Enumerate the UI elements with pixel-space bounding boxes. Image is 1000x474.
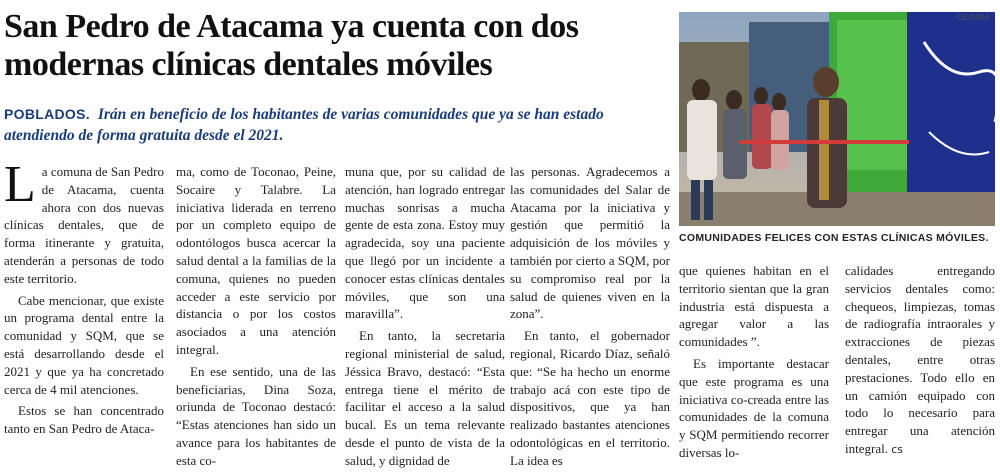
- column-1-paragraph-1: a comuna de San Pedro de Atacama, cuenta ahora con dos nuevas clínicas dentales, que de forma itinerante y gratuita, atenderán a personas de todo este territorio.: [4, 164, 164, 286]
- article-photo: [679, 12, 995, 226]
- column-2-paragraph-2: En ese sentido, una de las beneficiarias, Dina Soza, oriunda de Toconao destacó: “Estas atenciones han sido un avance para los habitantes de esta co-: [176, 363, 336, 468]
- headline-line-2: modernas clínicas dentales móviles: [4, 46, 493, 83]
- column-1-paragraph-2: Cabe mencionar, que existe un programa dental entre la comunidad y SQM, que se está desarrollando desde el 2021 y que ya ha concretado cerca de 4 mil atenciones.: [4, 292, 164, 397]
- text-column-2: [176, 163, 336, 474]
- column-2-paragraph-1: ma, como de Toconao, Peine, Socaire y Talabre. La iniciativa liderada en terreno por un completo equipo de odontólogos busca acercar la salud dental a la familias de la comuna, quienes no pueden acceder a este servicio por distancia o por los costos asociados a una atención integral.: [176, 164, 336, 357]
- lead-kicker: POBLADOS.: [4, 106, 90, 122]
- photo-credit: CEDIDA: [956, 13, 990, 22]
- column-1-paragraph-3: Estos se han concentrado tanto en San Pedro de Ataca-: [4, 403, 164, 437]
- column-6-paragraph-1: calidades entregando servicios dentales como: chequeos, limpiezas, tomas de radiografía intraorales y extracciones de piezas dentales, entre otras prestaciones. Todo ello en un camión equipado con todo lo necesario para entregar una atención integral.: [845, 263, 995, 456]
- text-column-4: [510, 163, 670, 474]
- headline: [4, 8, 669, 84]
- column-4-paragraph-1: las personas. Agradecemos a las comunidades del Salar de Atacama por la iniciativa y gestión que permitió la adquisición de los móviles y también por cierto a SQM, por su compromiso real por la salud de quienes viven en la zona”.: [510, 164, 670, 322]
- drop-cap: L: [4, 156, 36, 213]
- column-3-paragraph-2: En tanto, la secretaria regional ministerial de salud, Jéssica Bravo, destacó: “Esta entrega tiene el mérito de facilitar el acceso a la salud bucal. Es un tema relevante desde el punto de vista de la salud, y dignidad de: [345, 328, 505, 468]
- headline-line-1: San Pedro de Atacama ya cuenta con dos: [4, 8, 579, 45]
- end-mark: cs: [891, 442, 903, 456]
- column-5-paragraph-2: Es importante destacar que este programa es una iniciativa co-creada entre las comunidades de la comuna y SQM permitiendo recorrer diversas lo-: [679, 355, 829, 460]
- text-column-5: [679, 262, 829, 466]
- column-5-paragraph-1: que quienes habitan en el territorio sientan que la gran industria está dispuesta a agregar valor a las comunidades ”.: [679, 263, 829, 350]
- text-column-1: [4, 156, 164, 442]
- lead-paragraph: [4, 104, 669, 146]
- photo-illustration: [679, 12, 995, 226]
- column-3-paragraph-1: muna que, por su calidad de atención, han logrado entregar muchas sonrisas a mucha gente de esta zona. Estoy muy agradecida, soy una paciente que llegó por un incidente a conocer estas clínicas dentales móviles, que son una maravilla”.: [345, 164, 505, 322]
- photo-caption: COMUNIDADES FELICES CON ESTAS CLÍNICAS MÓVILES.: [679, 232, 989, 244]
- lead-text: Irán en beneficio de los habitantes de varias comunidades que ya se han estado atendiendo de forma gratuita desde el 2021.: [4, 106, 604, 144]
- text-column-6: [845, 262, 995, 463]
- column-4-paragraph-2: En tanto, el gobernador regional, Ricardo Díaz, señaló que: “Se ha hecho un enorme trabajo acá con este tipo de dispositivos, que ya han realizado bastantes atenciones odontológicas en el territorio. La idea es: [510, 328, 670, 468]
- text-column-3: [345, 163, 505, 474]
